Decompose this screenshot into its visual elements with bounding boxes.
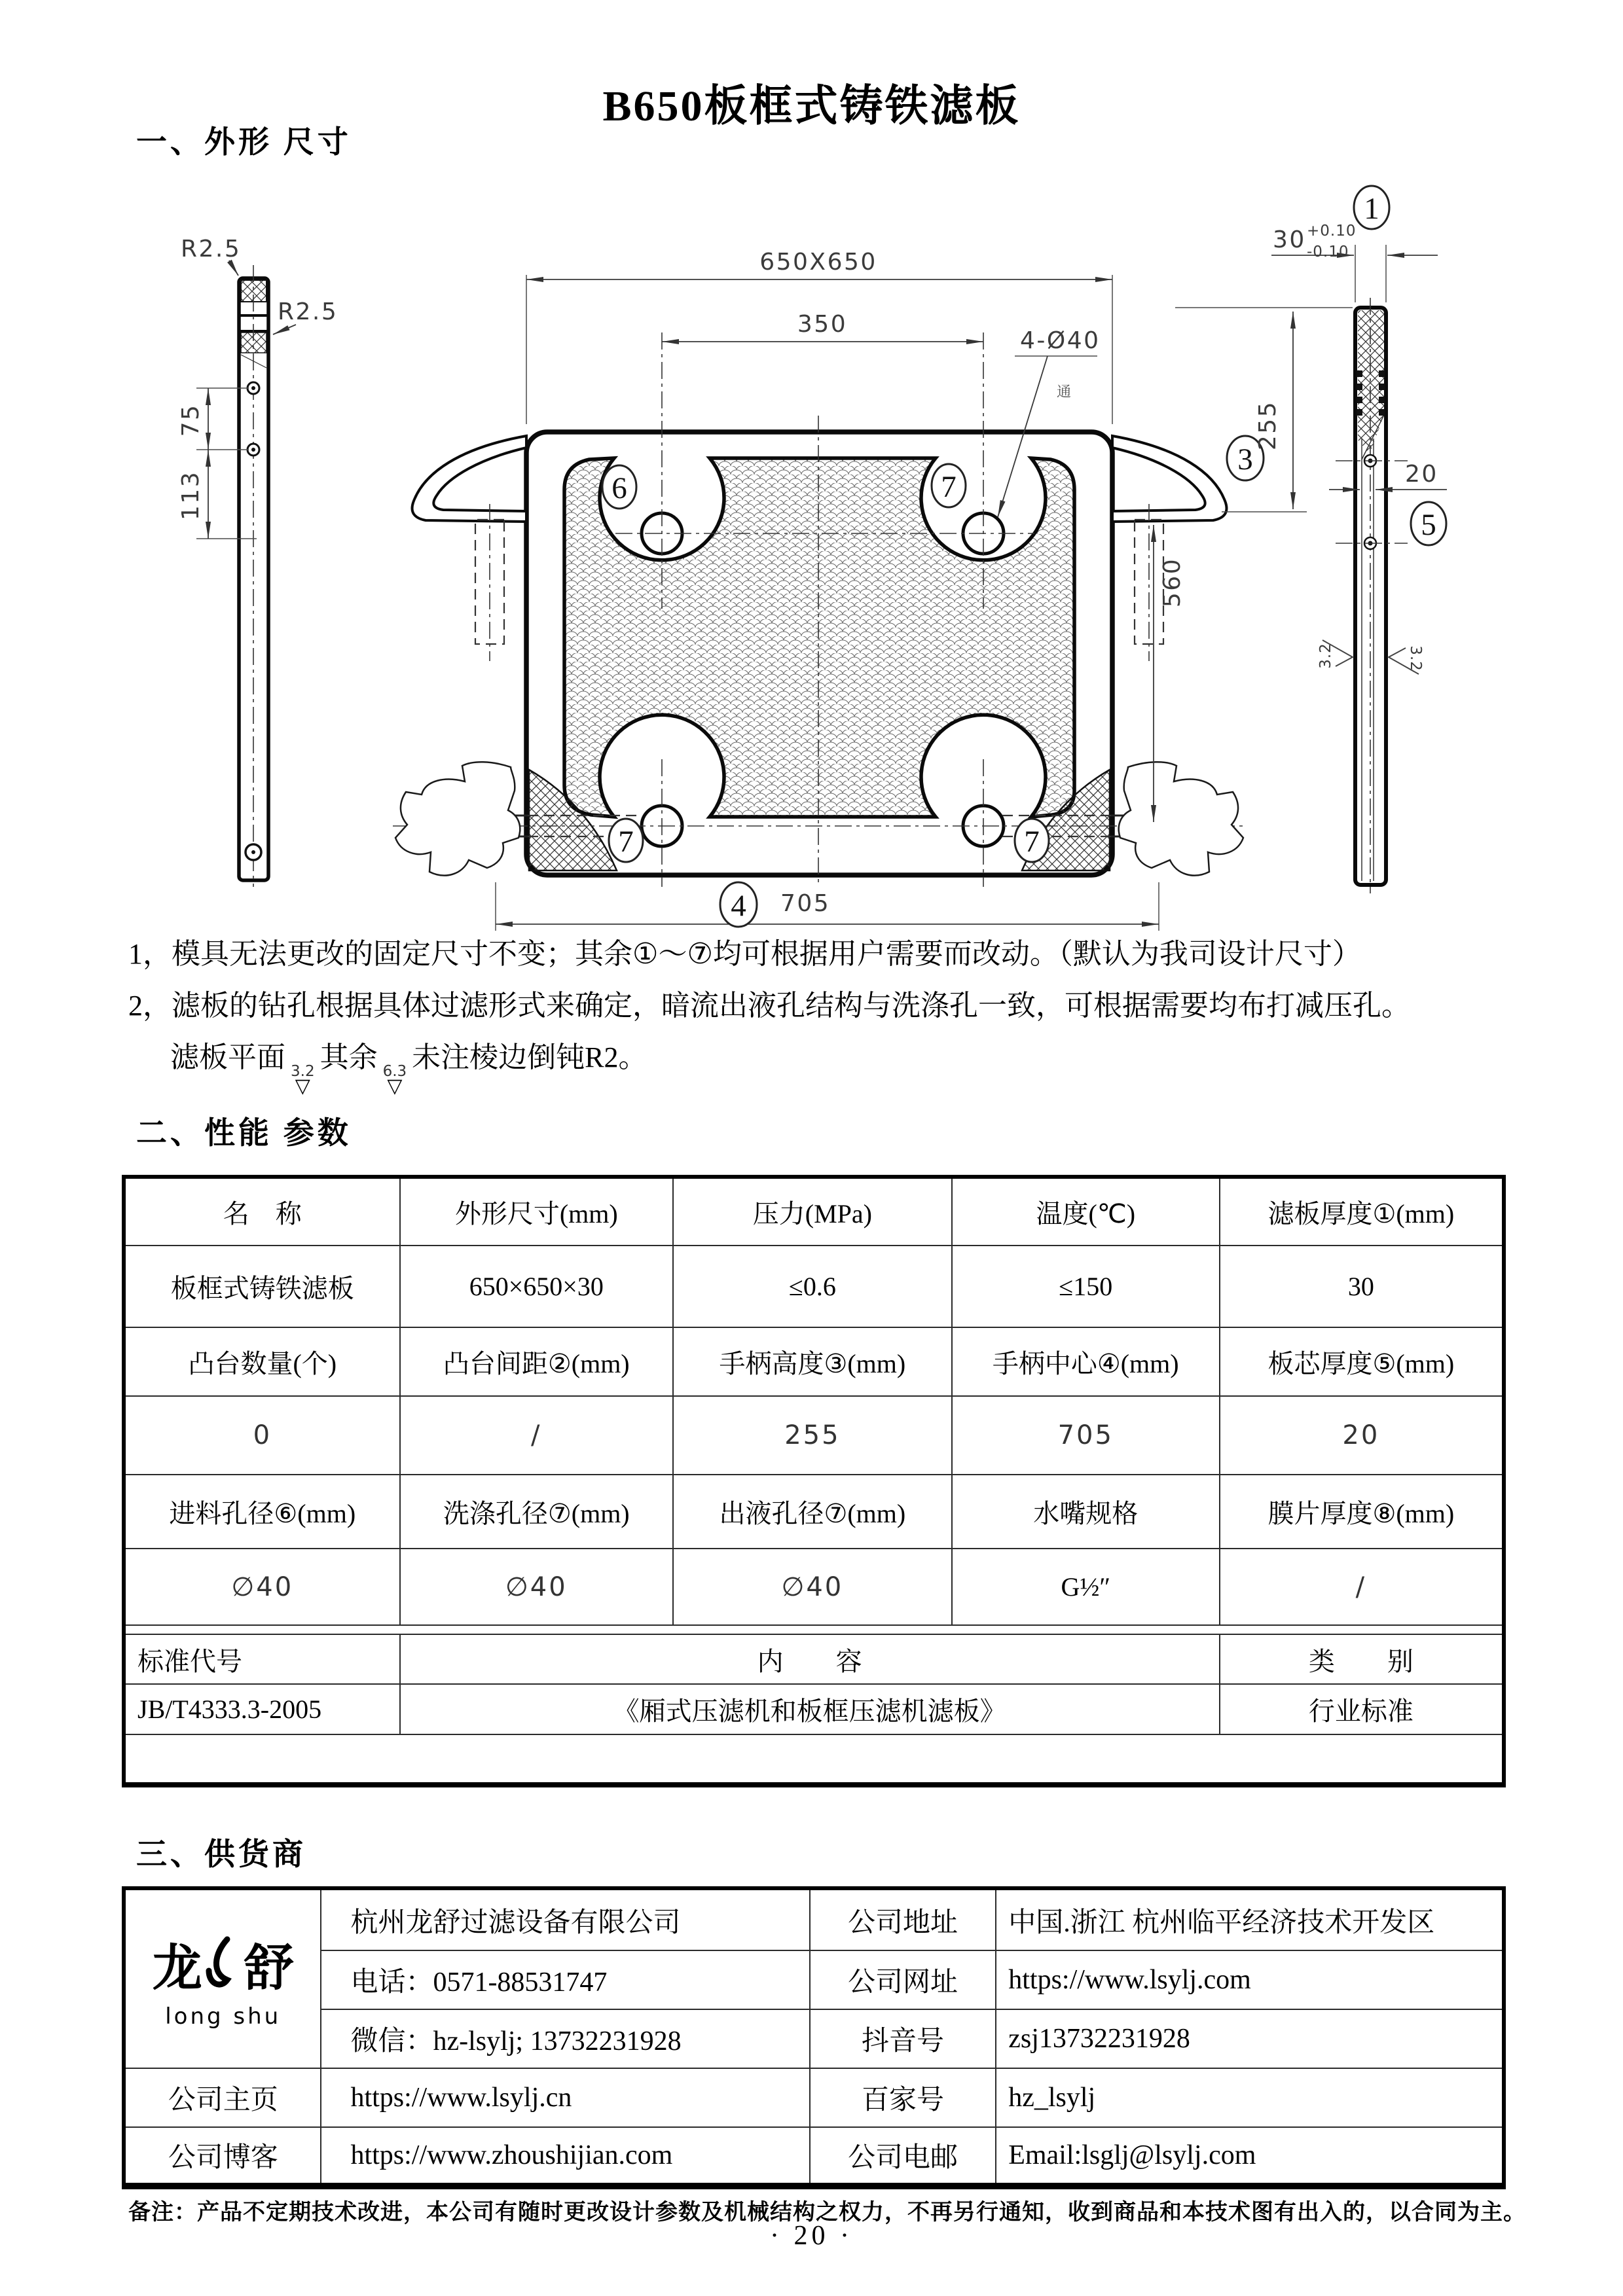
table-row [124, 1684, 1504, 1734]
perf-h2-boss-count: 凸台数量(个) [124, 1327, 400, 1396]
outline-drawing [0, 177, 1623, 952]
spacer-row [124, 1734, 1504, 1785]
perf-d2-handle-center: 705 [952, 1396, 1220, 1475]
table-row [124, 2127, 1504, 2186]
through-hole-mark: 通 [1057, 384, 1072, 401]
supplier-baijia: hz_lsylj [996, 2068, 1504, 2127]
svg-text:5: 5 [1421, 508, 1436, 542]
perf-std-header-content: 内 容 [400, 1634, 1220, 1684]
surface-finish-left [1317, 640, 1353, 669]
supplier-phone: 电话：0571-88531747 [321, 1950, 809, 2009]
perf-std-code: JB/T4333.3-2005 [124, 1684, 400, 1734]
surface-finish-right [1389, 645, 1424, 674]
perf-h3-feed-hole: 进料孔径⑥(mm) [124, 1475, 400, 1549]
svg-text:3.2: 3.2 [1317, 643, 1334, 669]
perf-h1-thickness: 滤板厚度①(mm) [1220, 1177, 1504, 1246]
section-1-heading: 一、外形 尺寸 [136, 126, 352, 160]
perf-d3-feed-hole: ∅40 [124, 1549, 400, 1625]
perf-h1-name: 名 称 [124, 1177, 400, 1246]
footer-note: 备注：产品不定期技术改进，本公司有随时更改设计参数及机械结构之权力，不再另行通知，收到商品和本技术图有出入的，以合同为主。 [128, 2200, 1526, 2225]
supplier-email[interactable]: Email:lsglj@lsylj.com [996, 2127, 1504, 2186]
perf-d3-nozzle: G½″ [952, 1549, 1220, 1625]
callout-5 [1411, 502, 1446, 545]
supplier-baijia-label: 百家号 [810, 2068, 996, 2127]
dim-4xd40: 4-Ø40 [1020, 327, 1101, 354]
svg-text:7: 7 [941, 470, 957, 504]
dim-560: 560 [1159, 557, 1186, 608]
right-side-view [1271, 186, 1447, 893]
callout-1 [1354, 186, 1389, 229]
dim-r25-top: R2.5 [181, 236, 242, 262]
longshu-logo [131, 1928, 315, 2030]
supplier-douyin: zsj13732231928 [996, 2009, 1504, 2068]
section-3-heading: 三、供货商 [136, 1838, 306, 1872]
supplier-company-name: 杭州龙舒过滤设备有限公司 [321, 1888, 809, 1950]
supplier-douyin-label: 抖音号 [810, 2009, 996, 2068]
perf-d1-pressure: ≤0.6 [673, 1246, 952, 1327]
table-row [124, 1475, 1504, 1549]
drawing-svg [0, 177, 1623, 952]
table-row [124, 1246, 1504, 1327]
perf-h3-nozzle: 水嘴规格 [952, 1475, 1220, 1549]
callout-7-top [932, 464, 966, 507]
finish-symbol-63: 6.3 ▽ [382, 1063, 407, 1097]
note-line-1: 1，模具无法更改的固定尺寸不变；其余①～⑦均可根据用户需要而改动。（默认为我司设计尺寸） [128, 938, 1361, 970]
supplier-blog[interactable]: https://www.zhoushijian.com [321, 2127, 809, 2186]
section-2-heading: 二、性能 参数 [136, 1117, 352, 1151]
callout-4 [720, 882, 757, 927]
table-row [124, 1634, 1504, 1684]
logo-char-long: 龙 [152, 1941, 202, 1996]
supplier-homepage-label: 公司主页 [124, 2068, 321, 2127]
performance-table [122, 1175, 1506, 1787]
page-title: B650板框式铸铁滤板 [602, 82, 1021, 130]
perf-d3-outlet-hole: ∅40 [673, 1549, 952, 1625]
dim-30: 30 [1273, 226, 1306, 253]
dim-255: 255 [1254, 400, 1281, 451]
perf-h3-wash-hole: 洗涤孔径⑦(mm) [400, 1475, 673, 1549]
perf-h2-handle-center: 手柄中心④(mm) [952, 1327, 1220, 1396]
dim-705: 705 [780, 890, 831, 917]
perf-std-header-code: 标准代号 [124, 1634, 400, 1684]
drawing-notes [128, 928, 1569, 1096]
svg-text:1: 1 [1364, 192, 1379, 226]
perf-d3-wash-hole: ∅40 [400, 1549, 673, 1625]
perf-h1-size: 外形尺寸(mm) [400, 1177, 673, 1246]
svg-text:7: 7 [618, 825, 634, 859]
dim-30-tol-dn: -0.10 [1307, 243, 1349, 260]
supplier-website-label: 公司网址 [810, 1950, 996, 2009]
table-row [124, 2068, 1504, 2127]
perf-h2-handle-height: 手柄高度③(mm) [673, 1327, 952, 1396]
logo-swoosh-icon [204, 1934, 243, 1994]
perf-d1-temp: ≤150 [952, 1246, 1220, 1327]
perf-d2-core-thickness: 20 [1220, 1396, 1504, 1475]
perf-h1-temp: 温度(℃) [952, 1177, 1220, 1246]
perf-d1-name: 板框式铸铁滤板 [124, 1246, 400, 1327]
perf-std-header-class: 类 别 [1220, 1634, 1504, 1684]
svg-text:3.2: 3.2 [1407, 645, 1424, 672]
perf-std-class: 行业标准 [1220, 1684, 1504, 1734]
perf-h3-outlet-hole: 出液孔径⑦(mm) [673, 1475, 952, 1549]
supplier-blog-label: 公司博客 [124, 2127, 321, 2186]
page-number: · 20 · [770, 2221, 853, 2251]
table-row [124, 1549, 1504, 1625]
dim-20: 20 [1405, 461, 1438, 488]
svg-text:4: 4 [731, 889, 746, 923]
spacer-row [124, 1625, 1504, 1634]
table-row [124, 1396, 1504, 1475]
callout-7-bottom-left [609, 819, 643, 862]
perf-h1-pressure: 压力(MPa) [673, 1177, 952, 1246]
svg-text:7: 7 [1024, 825, 1040, 859]
note-line-3: 滤板平面 3.2 ▽ 其余 6.3 ▽ 未注棱边倒钝R2。 [170, 1041, 647, 1097]
supplier-logo-cell [124, 1888, 321, 2068]
dim-75: 75 [177, 403, 204, 437]
supplier-table [122, 1886, 1506, 2189]
perf-d2-boss-count: 0 [124, 1396, 400, 1475]
perf-d2-boss-pitch: / [400, 1396, 673, 1475]
logo-subtitle: long shu [165, 2003, 282, 2030]
perf-d1-size: 650×650×30 [400, 1246, 673, 1327]
supplier-homepage[interactable]: https://www.lsylj.cn [321, 2068, 809, 2127]
perf-d3-membrane: / [1220, 1549, 1504, 1625]
dim-r25-side: R2.5 [278, 298, 338, 325]
perf-h2-core-thickness: 板芯厚度⑤(mm) [1220, 1327, 1504, 1396]
table-row [124, 1177, 1504, 1246]
perf-std-content: 《厢式压滤机和板框压滤机滤板》 [400, 1684, 1220, 1734]
table-row [124, 2009, 1504, 2068]
perf-h2-boss-pitch: 凸台间距②(mm) [400, 1327, 673, 1396]
supplier-address-label: 公司地址 [810, 1888, 996, 1950]
perf-d2-handle-height: 255 [673, 1396, 952, 1475]
supplier-wechat: 微信：hz-lsylj; 13732231928 [321, 2009, 809, 2068]
svg-text:6: 6 [611, 471, 627, 505]
dim-650x650: 650X650 [759, 249, 877, 276]
svg-text:3: 3 [1237, 442, 1253, 476]
dim-350: 350 [797, 311, 848, 338]
note-line-2: 2，滤板的钻孔根据具体过滤形式来确定，暗流出液孔结构与洗涤孔一致，可根据需要均布打减压孔。 [128, 990, 1410, 1022]
table-row [124, 1950, 1504, 2009]
finish-symbol-32: 3.2 ▽ [291, 1063, 315, 1097]
callout-6 [602, 465, 636, 509]
table-row [124, 1888, 1504, 1950]
filter-surface-hatch [564, 458, 1074, 817]
left-side-view [177, 236, 338, 887]
perf-h3-membrane: 膜片厚度⑧(mm) [1220, 1475, 1504, 1549]
dim-113: 113 [177, 470, 204, 521]
callout-7-bottom-right [1015, 819, 1049, 862]
front-view [393, 249, 1353, 931]
supplier-website[interactable]: https://www.lsylj.com [996, 1950, 1504, 2009]
dim-30-tol-up: +0.10 [1307, 223, 1357, 240]
perf-d1-thickness: 30 [1220, 1246, 1504, 1327]
supplier-address: 中国.浙江 杭州临平经济技术开发区 [996, 1888, 1504, 1950]
logo-char-shu: 舒 [244, 1941, 294, 1996]
supplier-email-label: 公司电邮 [810, 2127, 996, 2186]
table-row [124, 1327, 1504, 1396]
